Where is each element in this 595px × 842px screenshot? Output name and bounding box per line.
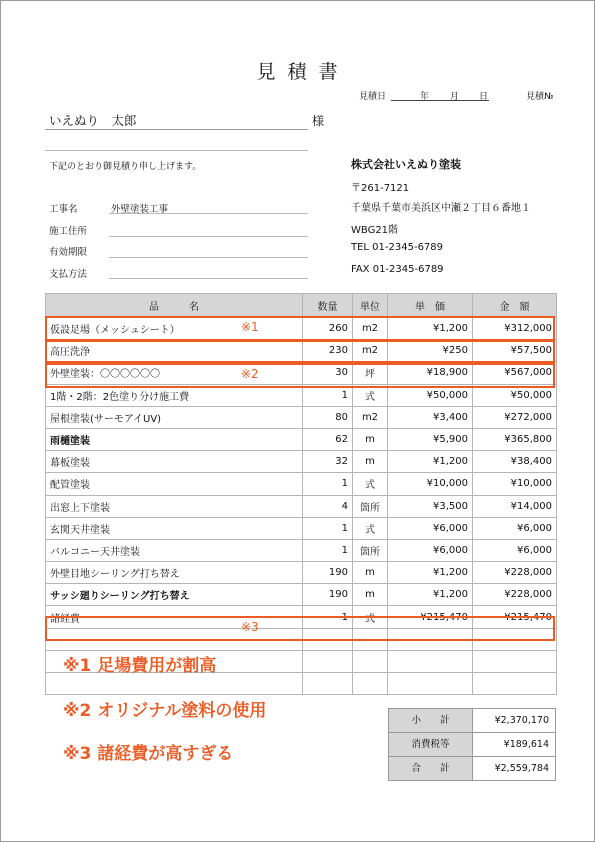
cell-amount: ¥10,000 [473,473,557,495]
cell-price: ¥50,000 [388,384,473,406]
cell-amount: ¥365,800 [473,428,557,450]
cell-qty: 62 [303,428,353,450]
intro-text: 下記のとおり御見積り申し上げます。 [49,162,202,172]
table-row [46,451,557,473]
annotation-2: ※2 オリジナル塗料の使用 [63,701,267,721]
date-day: 日 [479,92,489,102]
cell-price: ¥3,500 [388,495,473,517]
cell-unit: m2 [353,406,388,428]
cell-amount: ¥215,470 [473,606,557,628]
empty-cell [353,650,388,672]
cell-item: 屋根塗装(サーモアイUV) [46,406,303,428]
header-item: 品 名 [46,294,303,318]
cell-amount: ¥312,000 [473,318,557,340]
cell-unit: m2 [353,318,388,340]
empty-cell [388,650,473,672]
cell-qty: 80 [303,406,353,428]
honorific: 様 [312,114,325,128]
table-header-row [46,294,557,318]
cell-amount: ¥57,500 [473,340,557,362]
table-row [46,495,557,517]
date-label: 見積日 [359,92,387,102]
cell-price: ¥250 [388,340,473,362]
empty-cell [473,650,557,672]
divider [45,150,308,151]
cell-amount: ¥50,000 [473,384,557,406]
mark-1: ※1 [241,320,259,334]
cell-amount: ¥567,000 [473,362,557,384]
cell-qty: 190 [303,584,353,606]
cell-qty: 1 [303,539,353,561]
table-row [46,539,557,561]
cell-price: ¥6,000 [388,539,473,561]
cell-item: 高圧洗浄 [46,340,303,362]
highlight-box-wall-paint [45,363,555,388]
cell-item: 外壁目地シーリング打ち替え [46,562,303,584]
cell-qty: 1 [303,606,353,628]
cell-price: ¥5,900 [388,428,473,450]
table-row [46,517,557,539]
tax-value: ¥189,614 [472,732,556,757]
header-unit: 単位 [353,294,388,318]
cell-price: ¥215,470 [388,606,473,628]
cell-item: バルコニー天井塗装 [46,539,303,561]
empty-cell [388,673,473,695]
cell-price: ¥3,400 [388,406,473,428]
cell-item: 仮設足場（メッシュシート） [46,318,303,340]
cell-price: ¥6,000 [388,517,473,539]
cell-item: サッシ廻りシーリング打ち替え [46,584,303,606]
cell-qty: 1 [303,384,353,406]
cell-item: 出窓上下塗装 [46,495,303,517]
empty-cell [303,673,353,695]
page-title: 見 積 書 [256,61,341,83]
cell-qty: 230 [303,340,353,362]
company-tel: TEL 01-2345-6789 [351,242,444,253]
company-fax: FAX 01-2345-6789 [351,264,444,275]
company-building: WBG21階 [351,225,399,236]
cell-amount: ¥6,000 [473,539,557,561]
empty-cell [353,673,388,695]
cell-unit: m [353,451,388,473]
header-price: 単 価 [388,294,473,318]
mark-2: ※2 [241,367,259,381]
date-year: 年 [420,92,430,102]
field-value-project: 外壁塗装工事 [111,204,169,215]
cell-qty: 260 [303,318,353,340]
header-qty: 数量 [303,294,353,318]
cell-amount: ¥38,400 [473,451,557,473]
cell-qty: 4 [303,495,353,517]
mark-3: ※3 [241,620,259,634]
cell-amount: ¥228,000 [473,584,557,606]
table-row [46,428,557,450]
table-row [46,406,557,428]
cell-price: ¥10,000 [388,473,473,495]
cell-unit: 箇所 [353,495,388,517]
cell-qty: 30 [303,362,353,384]
date-month: 月 [450,92,460,102]
cell-amount: ¥272,000 [473,406,557,428]
cell-item: 玄関天井塗装 [46,517,303,539]
table-row [46,562,557,584]
cell-amount: ¥6,000 [473,517,557,539]
cell-qty: 32 [303,451,353,473]
field-label-address: 施工住所 [49,226,88,237]
field-label-payment: 支払方法 [49,269,88,280]
annotation-1: ※1 足場費用が割高 [63,656,217,676]
cell-amount: ¥228,000 [473,562,557,584]
cell-unit: m [353,428,388,450]
estimate-number-label: 見積№ [526,92,554,102]
total-label: 合 計 [388,756,473,781]
total-value: ¥2,559,784 [472,756,556,781]
company-postal: 〒261-7121 [351,183,410,194]
table-row [46,584,557,606]
cell-item: 外壁塗装：〇〇〇〇〇〇 [46,362,303,384]
cell-price: ¥1,200 [388,451,473,473]
highlight-box-overhead [45,616,555,641]
table-row [46,473,557,495]
cell-amount: ¥14,000 [473,495,557,517]
cell-qty: 190 [303,562,353,584]
cell-unit: 箇所 [353,539,388,561]
highlight-box-scaffold [45,316,555,341]
cell-unit: 式 [353,606,388,628]
cell-unit: 坪 [353,362,388,384]
field-label-project: 工事名 [49,204,78,215]
subtotal-label: 小 計 [388,708,473,733]
customer-underline [45,129,308,130]
cell-item: 幕板塗装 [46,451,303,473]
cell-unit: 式 [353,517,388,539]
cell-price: ¥1,200 [388,562,473,584]
empty-cell [473,673,557,695]
cell-unit: m2 [353,340,388,362]
company-address: 千葉県千葉市美浜区中瀬２丁目６番地１ [351,203,531,214]
customer-name: いえぬり 太郎 [49,113,137,128]
cell-price: ¥1,200 [388,584,473,606]
tax-label: 消費税等 [388,732,473,757]
cell-price: ¥18,900 [388,362,473,384]
header-amount: 金 額 [473,294,557,318]
cell-item: 配管塗装 [46,473,303,495]
cell-qty: 1 [303,473,353,495]
field-underline [109,236,308,237]
empty-cell [303,650,353,672]
cell-unit: 式 [353,384,388,406]
field-underline [109,213,308,214]
cell-item: 諸経費 [46,606,303,628]
subtotal-value: ¥2,370,170 [472,708,556,733]
cell-unit: 式 [353,473,388,495]
cell-unit: m [353,562,388,584]
field-underline [109,257,308,258]
cell-price: ¥1,200 [388,318,473,340]
highlight-box-washing [45,340,555,363]
company-name: 株式会社いえぬり塗装 [351,158,461,171]
field-label-validity: 有効期限 [49,247,88,258]
cell-item: 雨樋塗装 [46,428,303,450]
field-underline [109,278,308,279]
date-underline [391,100,489,101]
cell-unit: m [353,584,388,606]
cell-item: 1階・2階：2色塗り分け施工費 [46,384,303,406]
cell-qty: 1 [303,517,353,539]
annotation-3: ※3 諸経費が高すぎる [63,744,234,764]
